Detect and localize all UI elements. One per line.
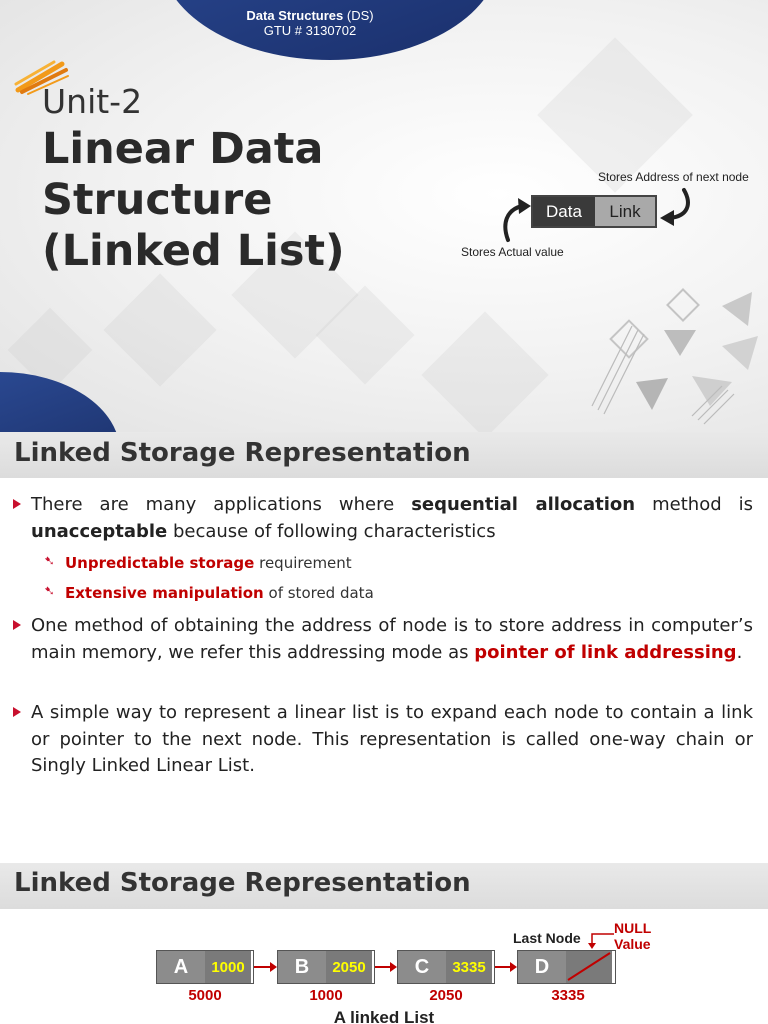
link-arrow [375, 966, 395, 968]
node-address: 5000 [188, 987, 222, 1004]
bullet-paragraph: A simple way to represent a linear list is to expand each node to contain a link or pointer to the next node. This representation is called one-way chain or Singly Linked Linear List. [31, 702, 753, 776]
node-diagram [531, 195, 657, 228]
bullet-icon [13, 620, 21, 630]
decorative-shapes [572, 286, 768, 432]
node-link-cell: 1000 [205, 951, 251, 983]
sub-bullet-icon: ➷ [44, 554, 55, 569]
sub-bullet-item: Unpredictable storage requirement [65, 554, 352, 572]
title-line: Linear Data [42, 124, 324, 174]
last-node-label: Last Node [513, 930, 581, 946]
stores-value-label: Stores Actual value [461, 245, 564, 259]
diagram-slide [0, 848, 768, 1024]
title-line: (Linked List) [42, 226, 345, 276]
bullet-paragraph: There are many applications where sequential allocation method is unacceptable because of following characteristics [31, 494, 754, 542]
null-slash-icon [566, 951, 612, 982]
null-pointer-arrow-icon [584, 926, 616, 950]
bullet-icon [13, 707, 21, 717]
gtu-code: GTU # 3130702 [263, 23, 357, 38]
page-title [42, 124, 402, 277]
node-address: 3335 [551, 987, 585, 1004]
curved-arrow-icon [656, 186, 696, 230]
node-link-field: Link [595, 197, 655, 226]
section-header [0, 432, 768, 478]
sub-bullet-icon: ➷ [44, 584, 55, 599]
subject-code: (DS) [346, 8, 374, 23]
list-node [156, 950, 254, 984]
node-address: 2050 [429, 987, 463, 1004]
link-arrow [495, 966, 515, 968]
link-arrow [254, 966, 275, 968]
section-title: Linked Storage Representation [14, 438, 471, 468]
bg-diamond [421, 311, 548, 432]
course-header [160, 8, 460, 38]
node-address: 1000 [309, 987, 343, 1004]
diagram-caption: A linked List [333, 1008, 435, 1024]
node-null-link-cell [566, 951, 612, 983]
list-node [397, 950, 495, 984]
node-data-cell: D [518, 951, 566, 983]
unit-label: Unit-2 [42, 82, 143, 121]
node-link-cell: 2050 [326, 951, 372, 983]
node-data-cell: B [278, 951, 326, 983]
bullet-paragraph: One method of obtaining the address of node is to store address in computer’s main memory, we refer this addressing mode as pointer of link addressing. [31, 615, 753, 663]
title-line: Structure [42, 175, 273, 225]
list-node [517, 950, 616, 984]
sub-bullet-item: Extensive manipulation of stored data [65, 584, 374, 602]
bg-diamond [103, 273, 216, 386]
null-value-label: NULL Value [614, 920, 652, 952]
subject-name: Data Structures [246, 8, 344, 23]
section-title: Linked Storage Representation [14, 868, 471, 898]
section-header [0, 863, 768, 909]
content-slide [0, 432, 768, 848]
node-link-cell: 3335 [446, 951, 492, 983]
stores-address-label: Stores Address of next node [598, 170, 749, 184]
list-node [277, 950, 375, 984]
node-data-field: Data [533, 197, 595, 226]
bullet-icon [13, 499, 21, 509]
node-data-cell: A [157, 951, 205, 983]
curved-arrow-icon [498, 196, 534, 244]
title-slide [0, 0, 768, 432]
node-data-cell: C [398, 951, 446, 983]
